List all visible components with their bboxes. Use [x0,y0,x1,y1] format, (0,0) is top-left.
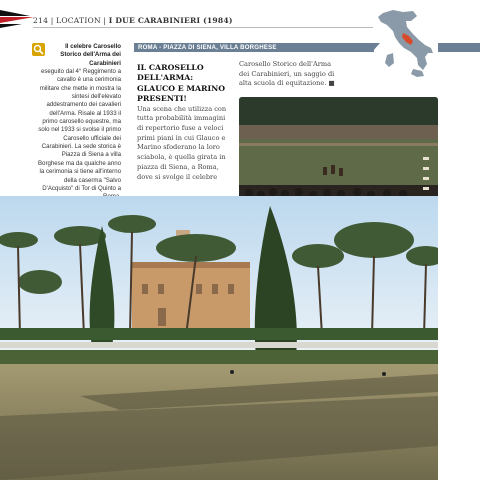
villa-borghese-photo [0,196,438,480]
book-title: I DUE CARABINIERI (1984) [108,16,233,25]
villa-borghese-image [0,196,438,480]
running-header: 214 | LOCATION | I DUE CARABINIERI (1984) [33,16,233,25]
film-still-image [239,97,438,205]
article-body-1: Una scena che utilizza con tutta probabilità immagini di repertorio fuse a veloci primi piani in cui Glauco e Marino sfoderano la loro sciabola, è quella girata in piazza di Siena, a Roma, dove si svolge il celebre [137,104,227,181]
photo-caption [37,43,121,202]
band-arrow [372,43,380,52]
article-column-2 [239,60,339,89]
location-label: ROMA - PIAZZA DI SIENA, VILLA BORGHESE [138,44,277,51]
article-body-2: Carosello Storico dell'Arma dei Carabinieri, un saggio di alta scuola di equitazione. ■ [239,60,335,88]
header-stripe-logo [0,10,36,28]
section-name: LOCATION [56,16,101,25]
caption-text: eseguito dal 4° Reggimento a cavallo è una cerimonia militare che mette in mostra la sintesi dell'elevato addestramento dei cavalieri dell'Arma. Risale al 1933 il primo carosello equestre, ma solo nel 1933 si svolse il primo Carosello ufficiale dei Carabinieri. La sede storica è Piazza di Siena a villa Borghese ma da qualche anno la cerimonia si tiene all'interno della caserma "Salvo D'Acquisto" di Tor di Quinto a [37,68,121,192]
article-column-1 [137,63,233,182]
caption-lead: Il celebre Carosello Storico dell'Arma dei Carabinieri [60,43,121,67]
article-heading: IL CAROSELLO DELL'ARMA: GLAUCO E MARINO PRESENTI! [137,63,226,104]
film-still-photo [239,97,438,205]
italy-map-icon [373,7,439,83]
location-band-end [438,43,480,52]
page-number: 214 [33,16,49,25]
header-rule [33,27,373,28]
